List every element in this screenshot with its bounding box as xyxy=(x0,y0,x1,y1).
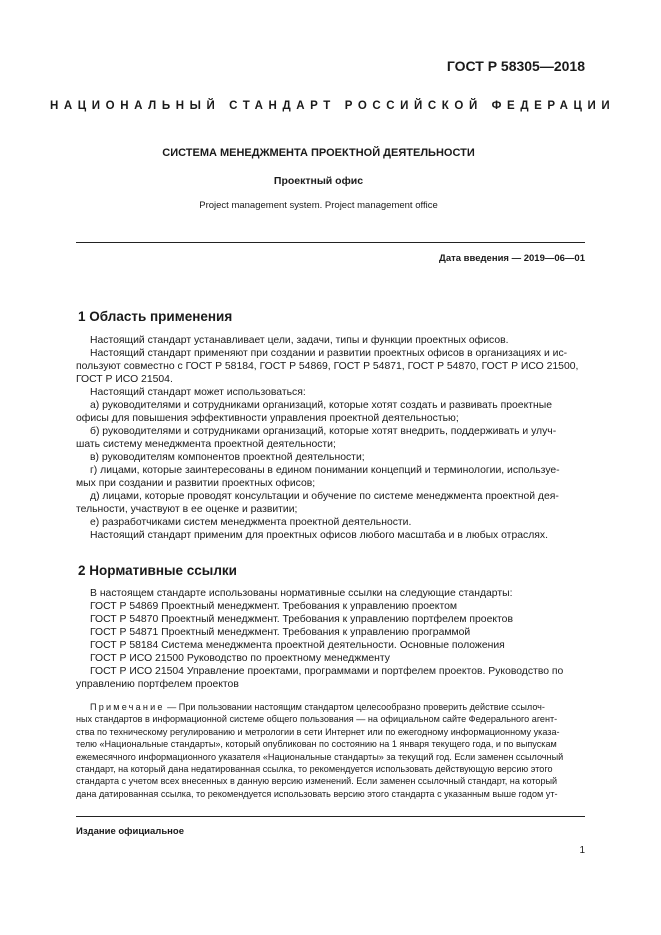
text-line: шать систему менеджмента проектной деятельности; xyxy=(76,439,336,450)
text-line: а) руководителями и сотрудниками организаций, которые хотят создать и развивать проектные xyxy=(90,400,552,411)
text-line: Настоящий стандарт может использоваться: xyxy=(90,387,306,398)
document-code: ГОСТ Р 58305—2018 xyxy=(446,58,585,74)
text-line: В настоящем стандарте использованы нормативные ссылки на следующие стандарты: xyxy=(90,588,513,599)
document-title: СИСТЕМА МЕНЕДЖМЕНТА ПРОЕКТНОЙ ДЕЯТЕЛЬНОСТИ xyxy=(162,147,475,159)
text-line: стандарта с учетом всех внесенных в данную версию изменений. Если заменен ссылочный стандарт, на который xyxy=(76,776,558,787)
reference-item: управлению портфелем проектов xyxy=(76,679,239,690)
text-line: г) лицами, которые заинтересованы в едином понимании концепций и терминологии, используе- xyxy=(90,465,560,476)
official-edition-label: Издание официальное xyxy=(76,826,184,837)
section-2-body xyxy=(76,587,585,691)
text-line: е) разработчиками систем менеджмента проектной деятельности. xyxy=(90,517,412,528)
introduction-date: Дата введения — 2019—06—01 xyxy=(439,253,585,264)
reference-item: ГОСТ Р 54870 Проектный менеджмент. Требования к управлению портфелем проектов xyxy=(90,614,513,625)
text-line: офисы для повышения эффективности управления проектной деятельностью; xyxy=(76,413,459,424)
text-line: д) лицами, которые проводят консультации и обучение по системе менеджмента проектной дея- xyxy=(90,491,559,502)
english-title: Project management system. Project management office xyxy=(199,200,438,211)
text-line: тельности, участвуют в ее оценке и развитии; xyxy=(76,504,298,515)
text-line: б) руководителями и сотрудниками организаций, которые хотят внедрить, поддерживать и улуч- xyxy=(90,426,557,437)
note-first-line xyxy=(76,701,585,713)
text-line: Настоящий стандарт устанавливает цели, задачи, типы и функции проектных офисов. xyxy=(90,335,509,346)
text-line: Настоящий стандарт применяют при создании и развитии проектных офисов в организациях и ис- xyxy=(90,348,568,359)
text-line: ГОСТ Р ИСО 21504. xyxy=(76,374,173,385)
section-1-heading: 1 Область применения xyxy=(78,309,233,324)
text-line: пользуют совместно с ГОСТ Р 58184, ГОСТ Р 54869, ГОСТ Р 54871, ГОСТ Р 54870, ГОСТ Р ИСО 21500, xyxy=(76,361,579,372)
section-2-heading: 2 Нормативные ссылки xyxy=(78,563,237,578)
text-line: ства по техническому регулированию и метрологии в сети Интернет или по ежегодному информационному указа- xyxy=(76,726,560,737)
text-line: стандарт, на который дана недатированная ссылка, то рекомендуется использовать действующую версию этого xyxy=(76,764,553,775)
text-line: телю «Национальные стандарты», который опубликован по состоянию на 1 января текущего года, и по выпускам xyxy=(76,739,557,750)
text-line: Настоящий стандарт применим для проектных офисов любого масштаба и в любых отраслях. xyxy=(90,530,548,541)
national-standard-heading: НАЦИОНАЛЬНЫЙ СТАНДАРТ РОССИЙСКОЙ ФЕДЕРАЦИИ xyxy=(50,100,616,112)
text-line: дана датированная ссылка, то рекомендуется использовать версию этого стандарта с указанным выше годом ут- xyxy=(76,788,558,799)
reference-item: ГОСТ Р 54869 Проектный менеджмент. Требования к управлению проектом xyxy=(90,601,458,612)
text-line: в) руководителям компонентов проектной деятельности; xyxy=(90,452,365,463)
section-1-body xyxy=(76,334,585,542)
header-divider xyxy=(76,242,585,243)
reference-item: ГОСТ Р ИСО 21504 Управление проектами, программами и портфелем проектов. Руководство по xyxy=(90,666,564,677)
reference-item: ГОСТ Р ИСО 21500 Руководство по проектному менеджменту xyxy=(90,653,390,664)
footer-divider xyxy=(76,816,585,817)
page-number: 1 xyxy=(579,845,585,856)
text-line: — При пользовании настоящим стандартом целесообразно проверить действие ссылоч- xyxy=(164,702,545,712)
text-line: ежемесячного информационного указателя «Национальные стандарты» за текущий год. Если заменен ссылочный xyxy=(76,751,564,762)
reference-item: ГОСТ Р 54871 Проектный менеджмент. Требования к управлению программой xyxy=(90,627,471,638)
text-line: ных стандартов в информационной системе общего пользования — на официальном сайте Федерального агент- xyxy=(76,714,558,725)
reference-item: ГОСТ Р 58184 Система менеджмента проектной деятельности. Основные положения xyxy=(90,640,505,651)
text-line: мых при создании и развитии проектных офисов; xyxy=(76,478,316,489)
note-block xyxy=(76,701,585,800)
note-label: Примечание xyxy=(90,702,165,712)
document-subtitle: Проектный офис xyxy=(273,175,364,187)
